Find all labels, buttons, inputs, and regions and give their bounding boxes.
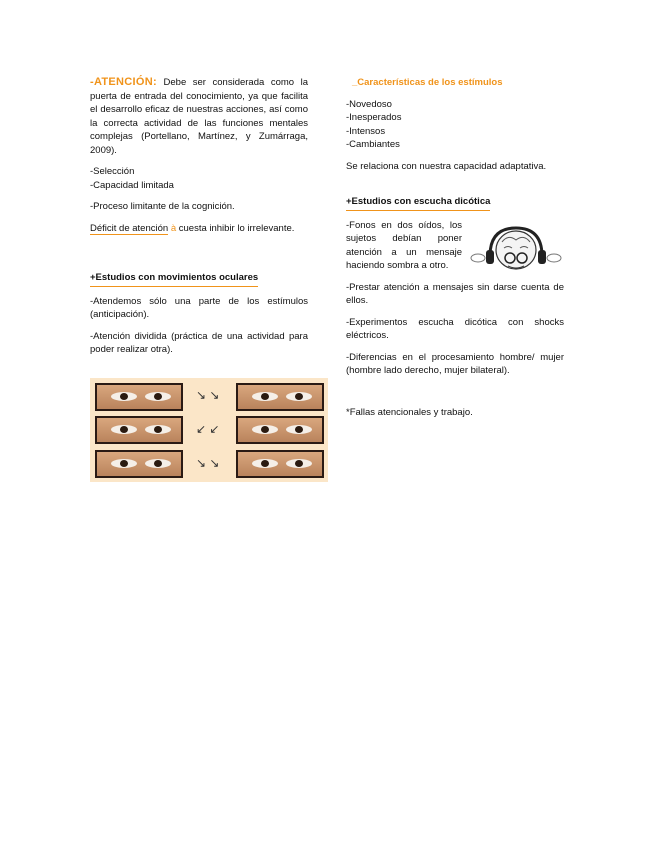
relaciona-text: Se relaciona con nuestra capacidad adaptativa. [346,160,547,172]
mov-paragraph-1: -Atendemos sólo una parte de los estímulos (anticipación). [90,295,308,320]
deficit-label: Déficit de atención [90,222,169,234]
car-list [346,98,564,152]
car-heading: _Características de los estímulos [352,77,503,88]
selection-list [90,165,308,192]
list-item: -Inesperados [346,112,402,123]
deficit-rest: cuesta inhibir lo irrelevante. [178,222,295,234]
list-item: -Selección [90,166,135,177]
dic-paragraph-2: -Prestar atención a mensajes sin darse cuenta de ellos. [346,281,564,306]
list-item: -Novedoso [346,98,392,110]
atencion-paragraph [90,76,308,157]
mov-heading: +Estudios con movimientos oculares [90,271,258,287]
list-item: -Capacidad limitada [90,179,174,191]
deficit-arrow: à [170,222,177,234]
dic-paragraph-3: -Experimentos escucha dicótica con shocks eléctricos. [346,316,564,341]
dic-heading: +Estudios con escucha dicótica [346,195,490,211]
left-column [90,76,308,365]
arrow-icon: ↘ ↘ [196,456,220,470]
face-strip [95,450,183,478]
fallas-text: *Fallas atencionales y trabajo. [346,406,473,418]
arrow-icon: ↘ ↘ [196,388,220,402]
deficit-paragraph [90,222,308,236]
list-item: -Cambiantes [346,139,400,150]
arrow-icon: ↙ ↙ [196,422,220,436]
atencion-title: -ATENCIÓN: [90,76,157,88]
face-strip [95,416,183,444]
face-strip [236,450,324,478]
atencion-body: Debe ser considerada como la puerta de entrada del conocimiento, ya que facilita el desarrollo eficaz de nuestras acciones, así como la correcta actividad de las funciones mentales complejas (Portellano, Martínez, y Zumárraga, 2009). [90,77,308,156]
dic-paragraph-1: -Fonos en dos oídos, los sujetos debían poner atención a un mensaje haciendo sombra a otro. [346,219,462,271]
proceso-text: -Proceso limitante de la cognición. [90,201,235,212]
mov-paragraph-2: -Atención dividida (práctica de una actividad para poder realizar otra). [90,330,308,355]
face-strip [95,383,183,411]
face-strip [236,416,324,444]
list-item: -Intensos [346,125,386,137]
face-strip [236,383,324,411]
eye-movement-figure [90,378,328,482]
dic-paragraph-4: -Diferencias en el procesamiento hombre/ mujer (hombre lado derecho, mujer bilateral). [346,351,564,376]
headphones-head-icon [468,222,564,278]
